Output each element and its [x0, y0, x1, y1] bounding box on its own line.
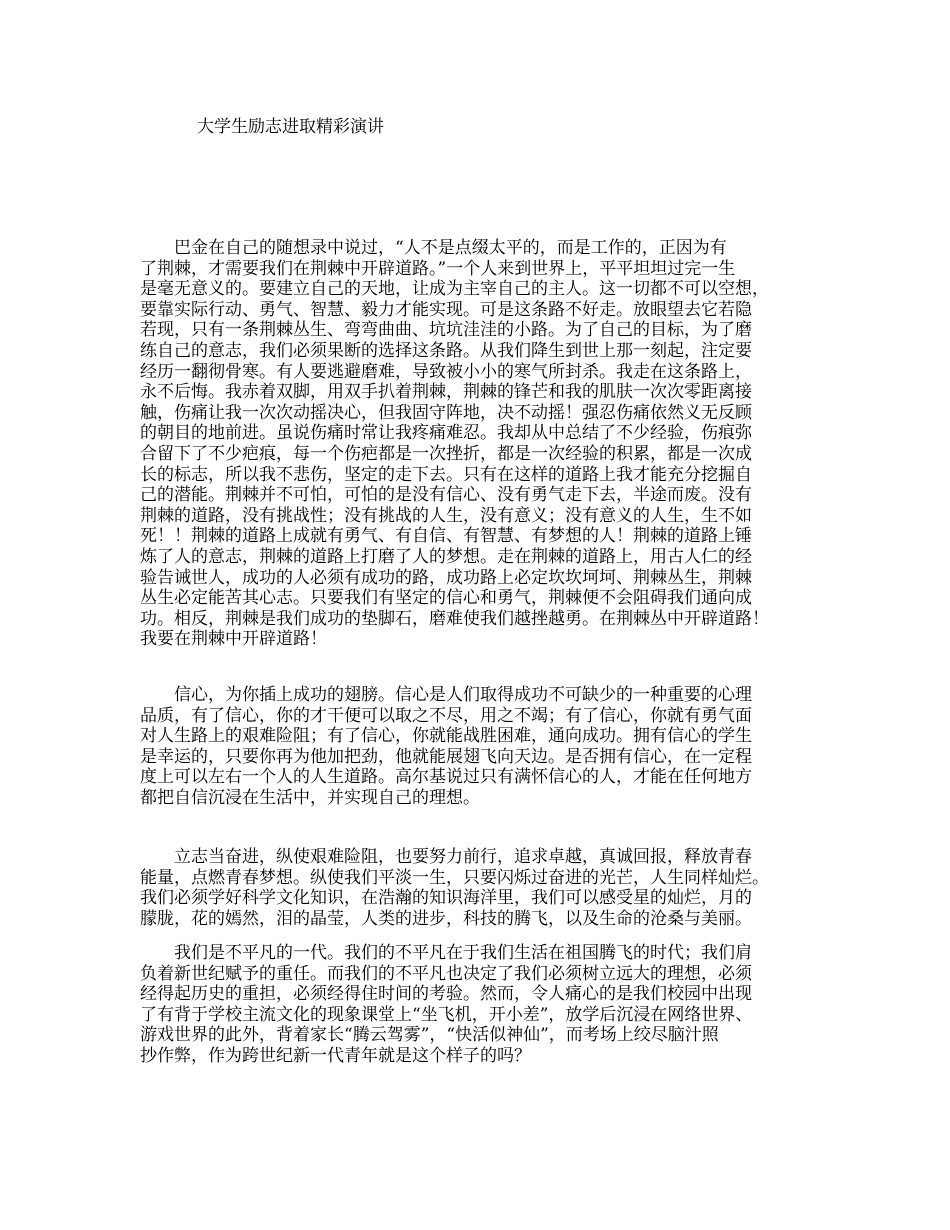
paragraph-2 — [140, 685, 820, 809]
paragraph-line: 游戏世界的此外，背着家长“腾云驾雾”，“快活似神仙”，而考场上绞尽脑汁照 — [140, 1025, 719, 1046]
paragraph-line: 验告诫世人，成功的人必须有成功的路，成功路上必定坎坎坷坷、荆棘丛生，荆棘 — [140, 567, 752, 588]
paragraph-line: 炼了人的意志，荆棘的道路上打磨了人的梦想。走在荆棘的道路上，用古人仁的经 — [140, 546, 752, 567]
paragraph-line: 己的潜能。荆棘并不可怕，可怕的是没有信心、没有勇气走下去，半途而废。没有 — [140, 485, 752, 506]
paragraph-line: 对人生路上的艰难险阻；有了信心，你就能战胜困难，通向成功。拥有信心的学生 — [140, 726, 752, 747]
paragraph-1 — [140, 238, 820, 650]
paragraph-3 — [140, 847, 820, 929]
paragraph-line: 都把自信沉浸在生活中，并实现自己的理想。 — [140, 787, 480, 808]
paragraph-line: 能量，点燃青春梦想。纵使我们平淡一生，只要闪烁过奋进的光芒，人生同样灿烂。 — [140, 867, 769, 888]
paragraph-line: 功。相反，荆棘是我们成功的垫脚石，磨难使我们越挫越勇。在荆棘丛中开辟道路！ — [140, 608, 769, 629]
paragraph-4 — [140, 943, 820, 1067]
paragraph-line: 朦胧，花的嫣然，泪的晶莹，人类的进步，科技的腾飞，以及生命的沧桑与美丽。 — [140, 908, 752, 929]
paragraph-line: 练自己的意志，我们必须果断的选择这条路。从我们降生到世上那一刻起，注定要 — [140, 340, 752, 361]
paragraph-line: 死！！荆棘的道路上成就有勇气、有自信、有智慧、有梦想的人！荆棘的道路上锤 — [140, 526, 752, 547]
paragraph-line: 丛生必定能苦其心志。只要我们有坚定的信心和勇气，荆棘便不会阻碍我们通向成 — [140, 588, 752, 609]
paragraph-line: 合留下了不少疤痕，每一个伤疤都是一次挫折，都是一次经验的积累，都是一次成 — [140, 443, 752, 464]
document-title: 大学生励志进取精彩演讲 — [197, 117, 384, 137]
paragraph-line: 经得起历史的重担，必须经得住时间的考验。然而，令人痛心的是我们校园中出现 — [140, 984, 752, 1005]
paragraph-line: 我们是不平凡的一代。我们的不平凡在于我们生活在祖国腾飞的时代；我们肩 — [140, 943, 752, 963]
paragraph-line: 负着新世纪赋予的重任。而我们的不平凡也决定了我们必须树立远大的理想，必须 — [140, 963, 752, 984]
paragraph-line: 了有背于学校主流文化的现象课堂上“坐飞机，开小差”，放学后沉浸在网络世界、 — [140, 1004, 753, 1025]
paragraph-line: 立志当奋进，纵使艰难险阻，也要努力前行，追求卓越，真诚回报，释放青春 — [140, 847, 752, 867]
paragraph-line: 巴金在自己的随想录中说过，“人不是点缀太平的，而是工作的，正因为有 — [140, 238, 727, 258]
paragraph-line: 信心，为你插上成功的翅膀。信心是人们取得成功不可缺少的一种重要的心理 — [140, 685, 752, 705]
paragraph-line: 触，伤痛让我一次次动摇决心，但我固守阵地，决不动摇！强忍伤痛依然义无反顾 — [140, 402, 752, 423]
paragraph-line: 长的标志，所以我不悲伤，坚定的走下去。只有在这样的道路上我才能充分挖掘自 — [140, 464, 752, 485]
paragraph-line: 品质，有了信心，你的才干便可以取之不尽，用之不竭；有了信心，你就有勇气面 — [140, 705, 752, 726]
paragraph-line: 抄作弊，作为跨世纪新一代青年就是这个样子的吗？ — [140, 1045, 531, 1066]
paragraph-line: 经历一翻彻骨寒。有人要逃避磨难，导致被小小的寒气所封杀。我走在这条路上， — [140, 361, 752, 382]
paragraph-line: 要靠实际行动、勇气、智慧、毅力才能实现。可是这条路不好走。放眼望去它若隐 — [140, 299, 752, 320]
paragraph-line: 的朝目的地前进。虽说伤痛时常让我疼痛难忍。我却从中总结了不少经验，伤痕弥 — [140, 423, 752, 444]
paragraph-line: 是毫无意义的。要建立自己的天地，让成为主宰自己的主人。这一切都不可以空想， — [140, 279, 769, 300]
paragraph-line: 度上可以左右一个人的人生道路。高尔基说过只有满怀信心的人，才能在任何地方 — [140, 767, 752, 788]
paragraph-line: 永不后悔。我赤着双脚，用双手扒着荆棘，荆棘的锋芒和我的肌肤一次次零距离接 — [140, 382, 752, 403]
paragraph-line: 我们必须学好科学文化知识，在浩瀚的知识海洋里，我们可以感受星的灿烂，月的 — [140, 888, 752, 909]
paragraph-line: 我要在荆棘中开辟道路！ — [140, 629, 327, 650]
paragraph-line: 若现，只有一条荆棘丛生、弯弯曲曲、坑坑洼洼的小路。为了自己的目标，为了磨 — [140, 320, 752, 341]
paragraph-line: 了荆棘，才需要我们在荆棘中开辟道路。”一个人来到世界上，平平坦坦过完一生 — [140, 258, 736, 279]
paragraph-line: 是幸运的，只要你再为他加把劲，他就能展翅飞向天边。是否拥有信心，在一定程 — [140, 746, 752, 767]
paragraph-line: 荆棘的道路，没有挑战性；没有挑战的人生，没有意义；没有意义的人生，生不如 — [140, 505, 752, 526]
